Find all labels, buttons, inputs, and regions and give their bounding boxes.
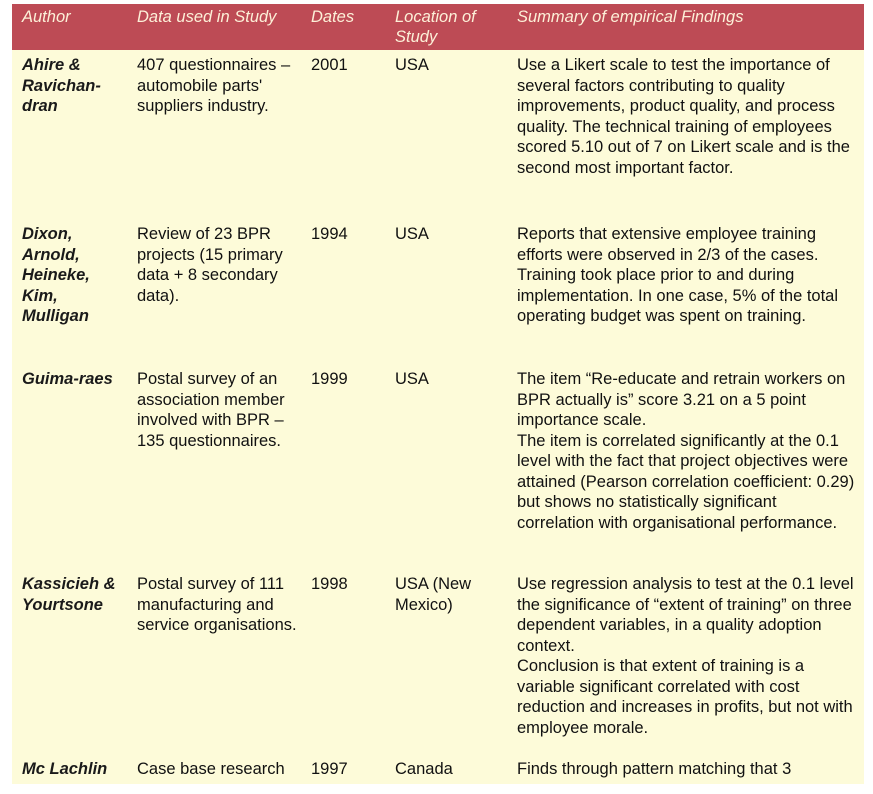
cell-date: 1994 <box>311 225 348 243</box>
cell-data: Review of 23 BPR projects (15 primary data + 8 secondary data). <box>137 225 283 305</box>
header-dates: Dates <box>311 8 355 26</box>
table-header-row <box>12 4 864 50</box>
cell-location: USA <box>395 370 429 388</box>
table-row <box>12 364 864 569</box>
cell-summary: Reports that extensive employee training efforts were observed in 2/3 of the cases. Training took place prior to and during implementation. In one case, 5% of the total operating budget was spent on training. <box>517 225 839 325</box>
cell-location: USA <box>395 56 429 74</box>
cell-author: Ahire & Ravichan-dran <box>22 56 101 115</box>
cell-date: 1997 <box>311 760 348 778</box>
cell-data: Case base research <box>137 760 285 778</box>
cell-location: Canada <box>395 760 453 778</box>
cell-date: 1999 <box>311 370 348 388</box>
table-row <box>12 219 864 364</box>
cell-data: 407 questionnaires – automobile parts' suppliers industry. <box>137 56 291 115</box>
cell-location: USA <box>395 225 429 243</box>
cell-summary <box>507 364 864 569</box>
findings-table-container <box>12 4 864 784</box>
summary-part-2: Conclusion is that extent of training is a variable significant correlated with cost reduction and increases in profits, but not with employee morale. <box>517 657 853 737</box>
cell-summary: Use a Likert scale to test the importance of several factors contributing to quality improvements, product quality, and process quality. The technical training of employees scored 5.10 out of 7 on Likert scale and is the second most important factor. <box>517 56 850 177</box>
cell-author: Guima-raes <box>22 370 113 388</box>
empirical-findings-table <box>12 4 864 794</box>
cell-author: Kassicieh & Yourtsone <box>22 575 116 614</box>
cell-summary: Finds through pattern matching that 3 <box>517 760 792 778</box>
header-author: Author <box>22 8 71 26</box>
summary-part-1: Use regression analysis to test at the 0.1 level the significance of “extent of training” on three dependent variables, in a quality adoption context. <box>517 575 854 655</box>
table-row <box>12 754 864 794</box>
cell-author: Dixon, Arnold, Heineke, Kim, Mulligan <box>22 225 90 325</box>
cell-data: Postal survey of an association member involved with BPR – 135 questionnaires. <box>137 370 285 450</box>
cell-author: Mc Lachlin <box>22 760 108 778</box>
summary-part-1: The item “Re-educate and retrain workers on BPR actually is” score 3.21 on a 5 point importance scale. <box>517 370 846 429</box>
table-row <box>12 50 864 219</box>
table-row <box>12 569 864 754</box>
cell-location: USA (New Mexico) <box>395 575 472 614</box>
cell-summary <box>507 569 864 754</box>
header-data-used: Data used in Study <box>137 8 277 26</box>
summary-part-2: The item is correlated significantly at the 0.1 level with the fact that project objectives were attained (Pearson correlation coefficient: 0.29) but shows no statistically significant correlation with organisational performance. <box>517 431 855 532</box>
cell-date: 1998 <box>311 575 348 593</box>
cell-date: 2001 <box>311 56 348 74</box>
cell-data: Postal survey of 111 manufacturing and service organisations. <box>137 575 297 634</box>
header-location: Location of Study <box>395 8 476 46</box>
header-summary: Summary of empirical Findings <box>517 8 744 26</box>
